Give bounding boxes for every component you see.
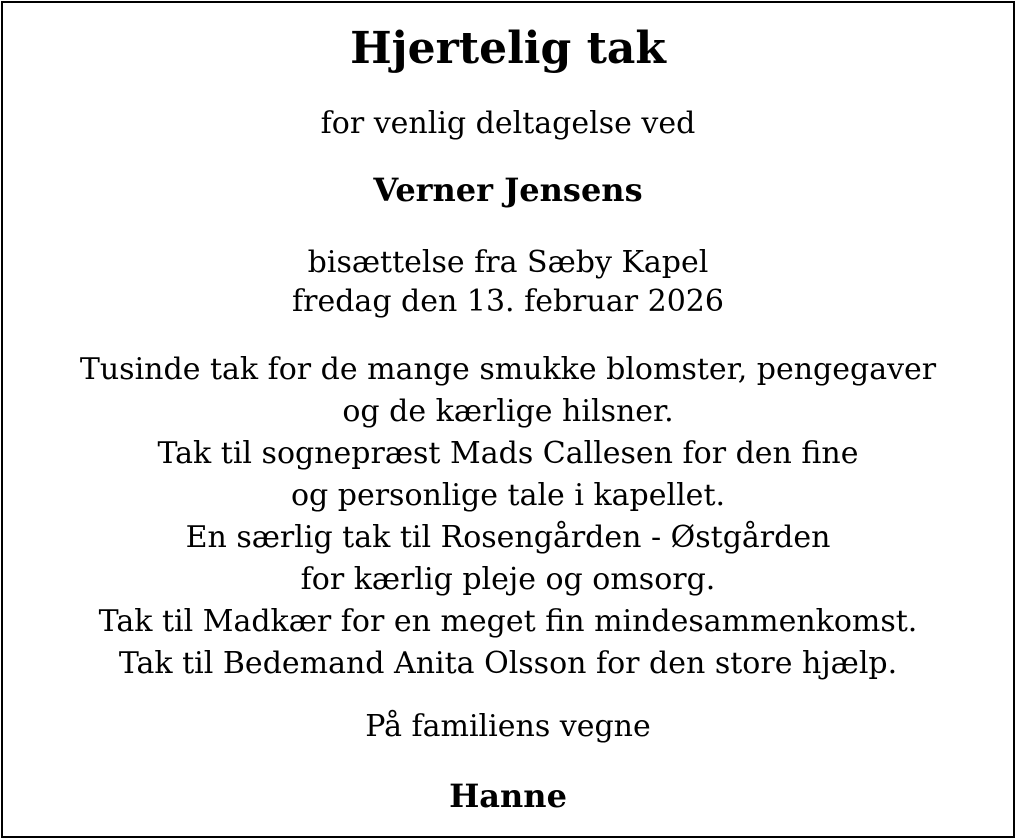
intro-text: for venlig deltagelse ved <box>320 106 696 141</box>
message-line: og de kærlige hilsner. <box>342 394 674 429</box>
message-line: og personlige tale i kapellet. <box>290 478 726 513</box>
notice-frame <box>1 1 1015 838</box>
message-line: Tak til Bedemand Anita Olsson for den store hjælp. <box>118 646 898 681</box>
ceremony-location: bisættelse fra Sæby Kapel <box>307 245 709 280</box>
notice-heading: Hjertelig tak <box>350 23 666 74</box>
message-line: Tak til sognepræst Mads Callesen for den fine <box>157 436 859 471</box>
signoff-text: På familiens vegne <box>365 709 651 744</box>
deceased-name: Verner Jensens <box>373 171 643 209</box>
ceremony-date: fredag den 13. februar 2026 <box>292 284 724 319</box>
signer-name: Hanne <box>449 777 567 815</box>
message-line: Tusinde tak for de mange smukke blomster, pengegaver <box>79 352 937 387</box>
message-line: Tak til Madkær for en meget fin mindesammenkomst. <box>98 604 918 639</box>
message-line: En særlig tak til Rosengården - Østgården <box>185 520 831 555</box>
message-line: for kærlig pleje og omsorg. <box>300 562 716 597</box>
